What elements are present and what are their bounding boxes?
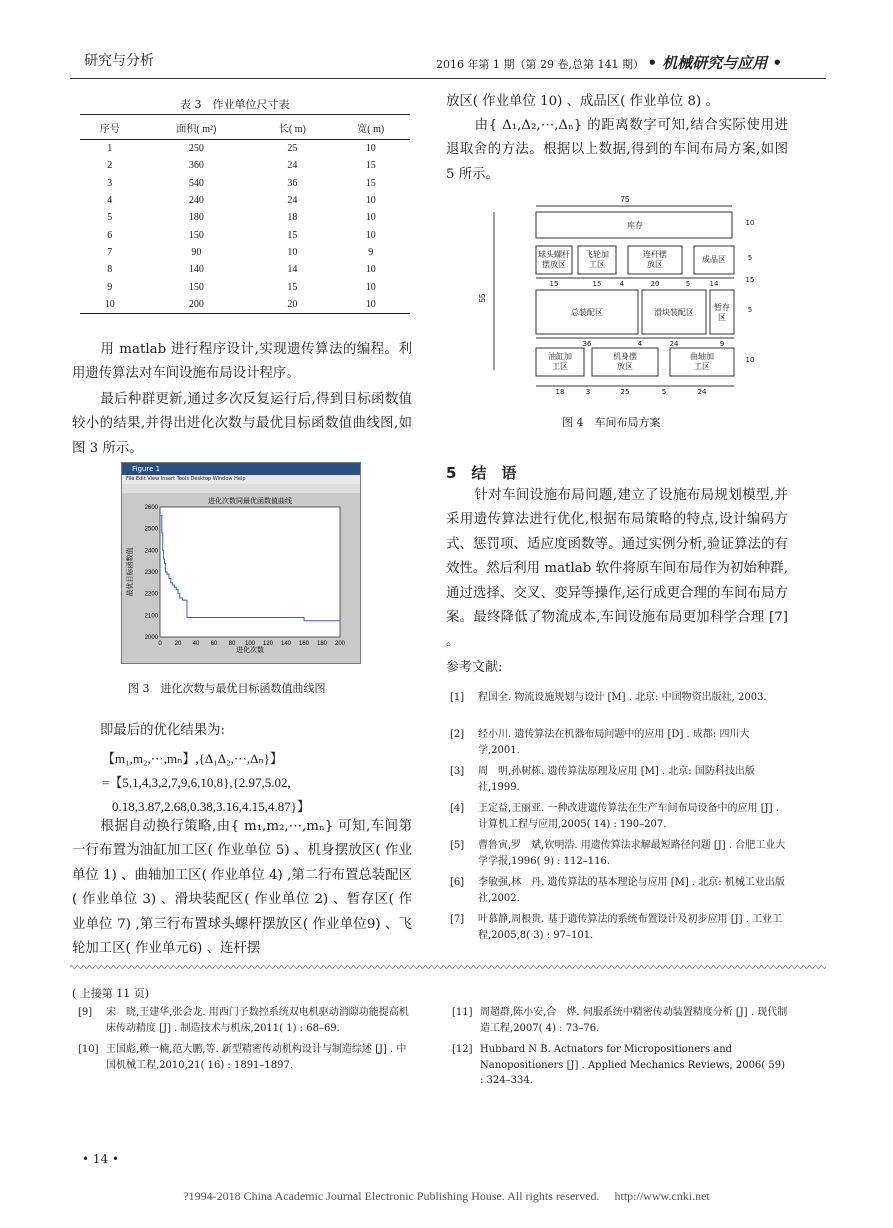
paragraph-matlab: 用 matlab 进行程序设计,实现遗传算法的编程。利用遗传算法对车间设施布局设计程序。 bbox=[72, 342, 412, 382]
table-cell: 250 bbox=[188, 143, 204, 155]
menu-item[interactable]: Window bbox=[212, 476, 235, 482]
page-number: • 14 • bbox=[82, 1152, 120, 1166]
section-5-title: 5 结 语 bbox=[446, 464, 517, 482]
reference-list-bottom-right bbox=[452, 1005, 792, 1085]
x-tick-label: 200 bbox=[334, 641, 346, 647]
table-row bbox=[80, 278, 410, 295]
x-tick-label: 0 bbox=[158, 641, 162, 647]
figure-3-caption: 图 3 进化次数与最优目标函数值曲线图 bbox=[128, 682, 326, 695]
reference-text: 王定益,王丽亚. 一种改进遗传算法在生产车间布局设备中的应用 [J] . 计算机工程与应用,2005( 14) : 190–207. bbox=[478, 803, 779, 830]
reference-text: Hubbard N B. Actuators for Micropositioners and Nanopositioners [J] . Applied Mechanics Reviews, 2006( 59) : 324–334. bbox=[480, 1044, 786, 1086]
paragraph-distance: 由{ Δ₁,Δ₂,⋯,Δₙ} 的距离数字可知,结合实际使用进退取舍的方法。根据以上数据,得到的车间布局方案,如图 5 所示。 bbox=[446, 118, 788, 182]
zone-temporary bbox=[710, 290, 734, 334]
table-cell: 3 bbox=[107, 177, 113, 189]
reference-text: 曹鲁寅,罗 斌,钦明浩. 用遗传算法求解最短路径问题 [J] . 合肥工业大学学报,1996( 9) : 112–116. bbox=[478, 840, 786, 867]
zone-label: 连杆摆 bbox=[643, 250, 667, 259]
dimension-label: 5 bbox=[661, 388, 667, 396]
zone-label: 放区 bbox=[617, 362, 633, 371]
table-row bbox=[80, 209, 410, 226]
y-tick-label: 2500 bbox=[144, 526, 158, 533]
menu-item[interactable]: Insert bbox=[160, 476, 177, 482]
table-cell: 15 bbox=[287, 281, 298, 293]
zone-label: 机身摆 bbox=[613, 352, 637, 361]
reference-text: 叶慕静,周根贵. 基于遗传算法的系统布置设计及初步应用 [J] . 工业工程,2005,8( 3) : 97–101. bbox=[478, 914, 783, 941]
reference-number: [4] bbox=[450, 803, 465, 814]
table-cell: 200 bbox=[140, 296, 254, 314]
dimension-label: 25 bbox=[620, 388, 630, 396]
side-dimension-label: 5 bbox=[747, 306, 753, 314]
y-axis-label: 最优目标函数值 bbox=[126, 547, 134, 597]
table-row bbox=[80, 175, 410, 192]
dim-top-75: 75 bbox=[620, 195, 630, 204]
reference-number: [5] bbox=[450, 840, 465, 851]
zone-label: 总装配区 bbox=[571, 308, 603, 317]
reference-number: [10] bbox=[78, 1044, 99, 1055]
y-tick-label: 2200 bbox=[144, 591, 158, 598]
dimension-label: 3 bbox=[585, 388, 591, 396]
zone-label: 区 bbox=[718, 313, 726, 322]
paragraph-continued: 放区( 作业单位 10) 、成品区( 作业单位 8) 。 bbox=[446, 94, 719, 109]
dimension-label: 5 bbox=[685, 280, 691, 288]
paragraph-population: 最后种群更新,通过多次反复运行后,得到目标函数值较小的结果,并得出进化次数与最优目标函数值曲线图,如图 3 所示。 bbox=[72, 392, 412, 456]
reference-number: [9] bbox=[78, 1007, 93, 1018]
chart-title: 进化次数同最优函数值曲线 bbox=[208, 497, 292, 505]
side-dimension-label: 10 bbox=[745, 356, 755, 364]
table-cell: 25 bbox=[287, 143, 298, 155]
table-cell: 10 bbox=[365, 264, 376, 276]
table-cell: 24 bbox=[287, 195, 298, 207]
table-cell: 540 bbox=[188, 177, 204, 189]
x-tick-label: 120 bbox=[262, 641, 274, 647]
zone-label: 摆放区 bbox=[542, 260, 566, 269]
dimension-label: 15 bbox=[592, 280, 602, 288]
table-row bbox=[80, 140, 410, 158]
table-cell: 240 bbox=[188, 195, 204, 207]
table-cell: 360 bbox=[188, 160, 204, 172]
table-row bbox=[80, 226, 410, 243]
table-cell: 6 bbox=[107, 229, 113, 241]
table-cell: 10 bbox=[365, 212, 376, 224]
journal-name: • 机械研究与应用 • bbox=[647, 54, 783, 72]
dimension-label: 20 bbox=[650, 280, 660, 288]
table-cell: 18 bbox=[287, 212, 298, 224]
units-table bbox=[80, 114, 410, 314]
zone-label: 滑块装配区 bbox=[654, 308, 694, 317]
table-row bbox=[80, 192, 410, 209]
window-menu-bar bbox=[122, 475, 360, 484]
table-cell: 9 bbox=[368, 246, 374, 258]
zone-label: 飞轮加 bbox=[585, 250, 609, 259]
x-tick-label: 80 bbox=[228, 641, 236, 647]
table-cell: 20 bbox=[253, 296, 331, 314]
reference-number: [2] bbox=[450, 729, 465, 740]
table-cell: 140 bbox=[188, 264, 204, 276]
x-tick-label: 60 bbox=[210, 641, 218, 647]
table-cell: 150 bbox=[188, 281, 204, 293]
dimension-label: 4 bbox=[619, 280, 625, 288]
side-dimension-label: 15 bbox=[745, 276, 755, 284]
dimension-label: 24 bbox=[669, 340, 679, 348]
menu-item[interactable]: Help bbox=[234, 476, 246, 482]
continued-note: ( 上接第 11 页) bbox=[72, 987, 150, 1000]
zone-label: 暂存 bbox=[714, 303, 730, 312]
reference-number: [7] bbox=[450, 914, 465, 925]
dim-left-55: 55 bbox=[478, 293, 487, 303]
x-tick-label: 40 bbox=[192, 641, 200, 647]
x-tick-label: 160 bbox=[298, 641, 310, 647]
table-cell: 1 bbox=[107, 143, 113, 155]
result-set-line3: 0.18,3.87,2.68,0.38,3.16,4.15,4.87}】 bbox=[112, 799, 310, 814]
zone-label: 工区 bbox=[694, 362, 710, 371]
table-cell: 10 bbox=[365, 229, 376, 241]
reference-number: [12] bbox=[452, 1044, 473, 1055]
table-row bbox=[80, 244, 410, 261]
table-cell: 10 bbox=[80, 296, 140, 314]
table-cell: 14 bbox=[287, 264, 298, 276]
menu-item[interactable]: File bbox=[126, 476, 136, 482]
reference-number: [6] bbox=[450, 877, 465, 888]
zone-label: 油缸加 bbox=[548, 352, 572, 361]
table-cell: 8 bbox=[107, 264, 113, 276]
table-row bbox=[80, 296, 410, 314]
copyright-footer: ?1994-2018 China Academic Journal Electronic Publishing House. All rights reserved. http://www.cnki.net bbox=[183, 1189, 710, 1203]
zone-label: 球头螺杆 bbox=[538, 250, 570, 259]
zone-label: 工区 bbox=[589, 260, 605, 269]
evolution-curve-chart bbox=[122, 493, 360, 663]
workshop-layout-figure bbox=[470, 190, 770, 402]
zone-label: 工区 bbox=[552, 362, 568, 371]
dimension-label: 4 bbox=[637, 340, 643, 348]
header-rule bbox=[70, 78, 826, 79]
table-header-cell: 面积( m²) bbox=[140, 115, 254, 140]
table-header-cell: 序号 bbox=[80, 115, 140, 140]
reference-text: 宋 晓,王建华,张会龙. 用西门子数控系统双电机驱动消隙功能提高机床传动精度 [J] . 制造技术与机床,2011( 1) : 68–69. bbox=[106, 1007, 409, 1034]
dimension-label: 15 bbox=[549, 280, 559, 288]
table-cell: 10 bbox=[332, 296, 410, 314]
table-cell: 9 bbox=[107, 281, 113, 293]
table-cell: 7 bbox=[107, 246, 113, 258]
x-tick-label: 100 bbox=[244, 641, 256, 647]
table-cell: 2 bbox=[107, 160, 113, 172]
paragraph-conclusion: 针对车间设施布局问题,建立了设施布局规划模型,并采用遗传算法进行优化,根据布局策略的特点,设计编码方式、惩罚项、适应度函数等。通过实例分析,验证算法的有效性。然后利用 matlab 软件将原车间布局作为初始种群,通过选择、交叉、变异等操作,运行成更合理的车间布局方案。最终降低了物流成本,车间设施布局更加科学合理 [7] 。 bbox=[446, 488, 788, 650]
window-title-bar: Figure 1 bbox=[122, 463, 360, 475]
table-header-cell: 长( m) bbox=[253, 115, 331, 140]
reference-number: [11] bbox=[452, 1007, 473, 1018]
table-cell: 10 bbox=[365, 281, 376, 293]
section-label: 研究与分析 bbox=[84, 53, 154, 69]
paragraph-layout-rows: 根据自动换行策略,由{ m₁,m₂,⋯,mₙ} 可知,车间第一行布置为油缸加工区( 作业单位 5) 、机身摆放区( 作业单位 1) 、曲轴加工区( 作业单位 4) ,第二行布置总装配区( 作业单位 3) 、滑块装配区( 作业单位 2) 、暂存区( 作业单位 7) ,第三行布置球头螺杆摆放区( 作业单位9) 、飞轮加工区( 作业单元6) 、连杆摆 bbox=[72, 819, 412, 957]
zone-label: 成品区 bbox=[702, 255, 726, 264]
reference-number: [1] bbox=[450, 692, 465, 703]
reference-text: 周超群,陈小安,合 烨. 伺服系统中精密传动装置精度分析 [J] . 现代制造工程,2007( 4) : 73–76. bbox=[480, 1007, 788, 1034]
table-cell: 180 bbox=[188, 212, 204, 224]
issue-text: 2016 年第 1 期（第 29 卷,总第 141 期） bbox=[436, 58, 644, 71]
table-cell: 15 bbox=[365, 177, 376, 189]
zone-label: 放区 bbox=[647, 260, 663, 269]
wave-divider bbox=[70, 963, 826, 971]
result-set-line1: 【m₁,m₂,⋯,mₙ】,{Δ₁Δ₂,⋯,Δₙ}】 bbox=[102, 751, 283, 766]
x-tick-label: 180 bbox=[316, 641, 328, 647]
table-cell: 10 bbox=[365, 195, 376, 207]
y-tick-label: 2300 bbox=[144, 570, 158, 576]
reference-text: 王国彪,赖一楠,范大鹏,等. 新型精密传动机构设计与制造综述 [J] . 中国机械工程,2010,21( 16) : 1891–1897. bbox=[106, 1044, 407, 1071]
zone-label-storage: 库存 bbox=[627, 221, 643, 230]
result-set-line2: =【5,1,4,3,2,7,9,6,10,8},{2.97,5.02, bbox=[102, 775, 291, 790]
side-dimension-label: 10 bbox=[745, 219, 755, 227]
reference-list bbox=[450, 690, 790, 960]
table-cell: 15 bbox=[287, 229, 298, 241]
menu-item[interactable]: Tools bbox=[176, 476, 191, 482]
y-tick-label: 2100 bbox=[144, 613, 158, 620]
table-cell: 10 bbox=[287, 246, 298, 258]
table-cell: 150 bbox=[188, 229, 204, 241]
dimension-label: 9 bbox=[719, 340, 725, 348]
x-tick-label: 20 bbox=[174, 641, 182, 647]
dimension-label: 36 bbox=[582, 340, 592, 348]
table-cell: 15 bbox=[365, 160, 376, 172]
reference-number: [3] bbox=[450, 766, 465, 777]
zone-label: 曲轴加 bbox=[690, 352, 714, 361]
table-cell: 36 bbox=[287, 177, 298, 189]
table-cell: 90 bbox=[191, 246, 202, 258]
x-tick-label: 140 bbox=[280, 641, 292, 647]
menu-item[interactable]: View bbox=[147, 476, 161, 482]
menu-item[interactable]: Desktop bbox=[190, 476, 213, 482]
dimension-label: 24 bbox=[697, 388, 707, 396]
window-toolbar bbox=[122, 484, 360, 493]
table-row bbox=[80, 261, 410, 278]
y-tick-label: 2400 bbox=[144, 548, 158, 555]
dimension-label: 14 bbox=[709, 280, 719, 288]
issue-info bbox=[436, 52, 782, 73]
table-title: 表 3 作业单位尺寸表 bbox=[180, 98, 290, 111]
paragraph-result-intro: 即最后的优化结果为: bbox=[100, 723, 226, 738]
reference-list-bottom-left bbox=[78, 1005, 418, 1085]
references-title: 参考文献: bbox=[446, 660, 503, 675]
reference-text: 周 明,孙树栋. 遗传算法原理及应用 [M] . 北京: 国防科技出版社,1999. bbox=[478, 766, 755, 793]
reference-text: 程国全. 物流设施规划与设计 [M] . 北京: 中国物资出版社, 2003. bbox=[478, 692, 767, 703]
y-tick-label: 2000 bbox=[144, 635, 158, 641]
table-row bbox=[80, 157, 410, 174]
side-dimension-label: 5 bbox=[747, 254, 753, 262]
reference-text: 经小川. 遗传算法在机器布局问题中的应用 [D] . 成都: 四川大学,2001. bbox=[478, 729, 750, 756]
figure-3-window bbox=[121, 462, 361, 664]
table-cell: 5 bbox=[107, 212, 113, 224]
table-cell: 24 bbox=[287, 160, 298, 172]
menu-item[interactable]: Edit bbox=[135, 476, 148, 482]
y-tick-label: 2600 bbox=[144, 505, 158, 511]
table-header-row bbox=[80, 115, 410, 140]
table-header-cell: 宽( m) bbox=[332, 115, 410, 140]
dimension-label: 18 bbox=[555, 388, 565, 396]
table-cell: 10 bbox=[365, 143, 376, 155]
x-axis-label: 进化次数 bbox=[236, 646, 264, 654]
figure-4-caption: 图 4 车间布局方案 bbox=[562, 416, 661, 429]
table-cell: 4 bbox=[107, 195, 113, 207]
reference-text: 李敏强,林 丹. 遗传算法的基本理论与应用 [M] . 北京: 机械工业出版社,2002. bbox=[478, 877, 785, 904]
